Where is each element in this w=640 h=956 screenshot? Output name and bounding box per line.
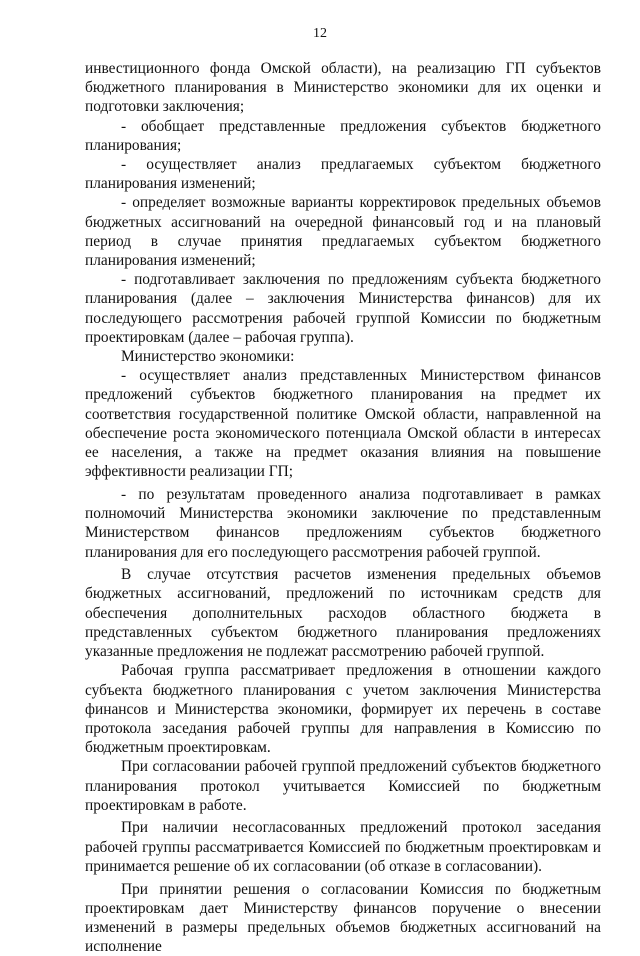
paragraph: - подготавливает заключения по предложениям субъекта бюджетного планирования (далее – заключения Министерства финансов) для их последующего рассмотрения рабочей группой Комиссии по бюджетным проектировкам (далее – рабочая группа). [85,271,601,346]
paragraph: При принятии решения о согласовании Комиссия по бюджетным проектировкам дает Министерству финансов поручение о внесении изменений в размеры предельных объемов бюджетных ассигнований на исполнение [85,880,601,956]
paragraph: При согласовании рабочей группой предложений субъектов бюджетного планирования протокол учитывается Комиссией по бюджетным проектировкам в работе. [85,758,601,814]
paragraph: инвестиционного фонда Омской области), на реализацию ГП субъектов бюджетного планирования в Министерство экономики для их оценки и подготовки заключения; [85,60,601,116]
document-body [85,59,601,956]
paragraph: Министерство экономики: [121,348,295,366]
paragraph: В случае отсутствия расчетов изменения предельных объемов бюджетных ассигнований, предложений по источникам средств для обеспечения дополнительных расходов областного бюджета в представленных субъектом бюджетного планирования предложениях указанные предложения не подлежат рассмотрению рабочей группой. [85,566,601,661]
paragraph: - по результатам проведенного анализа подготавливает в рамках полномочий Министерства экономики заключение по представленным Министерством финансов предложениям субъектов бюджетного планирования для его последующего рассмотрения рабочей группой. [85,485,601,561]
paragraph: - осуществляет анализ представленных Министерством финансов предложений субъектов бюджетного планирования на предмет их соответствия государственной политике Омской области, направленной на обеспечение роста экономического потенциала Омской области в интересах ее населения, а также на предмет оказания влияния на повышение эффективности реализации ГП; [85,367,601,481]
paragraph: - обобщает представленные предложения субъектов бюджетного планирования; [85,117,601,154]
paragraph: - осуществляет анализ предлагаемых субъектом бюджетного планирования изменений; [85,156,601,193]
paragraph: - определяет возможные варианты корректировок предельных объемов бюджетных ассигнований на очередной финансовый год и на плановый период в случае принятия предлагаемых субъектом бюджетного планирования изменений; [85,194,601,270]
paragraph: При наличии несогласованных предложений протокол заседания рабочей группы рассматривается Комиссией по бюджетным проектировкам и принимается решение об их согласовании (об отказе в согласовании). [85,819,601,875]
paragraph: Рабочая группа рассматривает предложения в отношении каждого субъекта бюджетного планирования с учетом заключения Министерства финансов и Министерства экономики, формирует их перечень в составе протокола заседания рабочей группы для направления в Комиссию по бюджетным проектировкам. [85,662,601,757]
page-number: 12 [313,26,327,41]
